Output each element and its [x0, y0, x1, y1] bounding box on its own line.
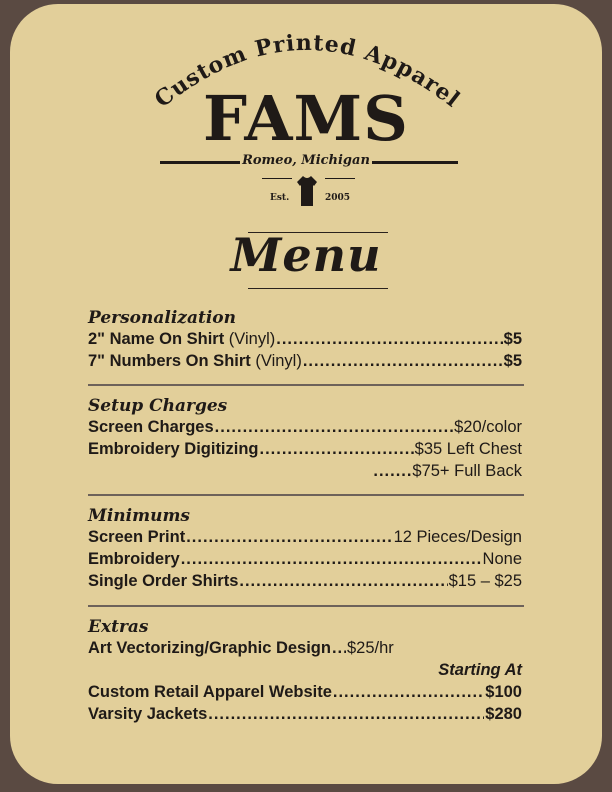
menu-row: Embroidery Digitizing ..... $35 Left Chest — [88, 438, 522, 460]
location-text: Romeo, Michigan — [242, 153, 370, 168]
section-title: Minimums — [88, 506, 190, 526]
tshirt-icon — [295, 174, 319, 208]
brand-title: FAMS — [203, 82, 409, 155]
menu-row: 2" Name On Shirt (Vinyl) ..... $5 — [88, 328, 522, 350]
menu-row: Varsity Jackets ..... $280 — [88, 703, 522, 725]
section-minimums — [88, 506, 522, 592]
menu-row: 7" Numbers On Shirt (Vinyl) ..... $5 — [88, 350, 522, 372]
est-rule-left — [262, 178, 292, 179]
menu-row: Art Vectorizing/Graphic Design ..... $25/hr — [88, 637, 522, 659]
section-title: Extras — [88, 617, 149, 637]
arc-text: Custom Printed Apparel — [149, 29, 466, 113]
section-divider — [88, 494, 524, 496]
section-divider — [88, 605, 524, 607]
menu-row: Embroidery ..... None — [88, 548, 522, 570]
est-year: 2005 — [325, 193, 351, 203]
starting-at-label: Starting At — [438, 661, 522, 679]
section-title: Setup Charges — [88, 396, 228, 416]
menu-row: Screen Print ..... 12 Pieces/Design — [88, 526, 522, 548]
menu-title: Menu — [230, 228, 382, 282]
section-extras — [88, 617, 522, 725]
section-title: Personalization — [88, 308, 236, 328]
est-rule-right — [325, 178, 355, 179]
menu-row: Custom Retail Apparel Website ..... $100 — [88, 681, 522, 703]
menu-rule-bottom — [248, 288, 388, 289]
menu-row: Single Order Shirts ..... $15 – $25 — [88, 570, 522, 592]
est-label: Est. — [270, 193, 290, 203]
menu-row: ..... $75+ Full Back — [88, 460, 522, 482]
section-divider — [88, 384, 524, 386]
menu-row: Screen Charges ..... $20/color — [88, 416, 522, 438]
section-personalization — [88, 308, 522, 372]
section-setup-charges — [88, 396, 522, 482]
